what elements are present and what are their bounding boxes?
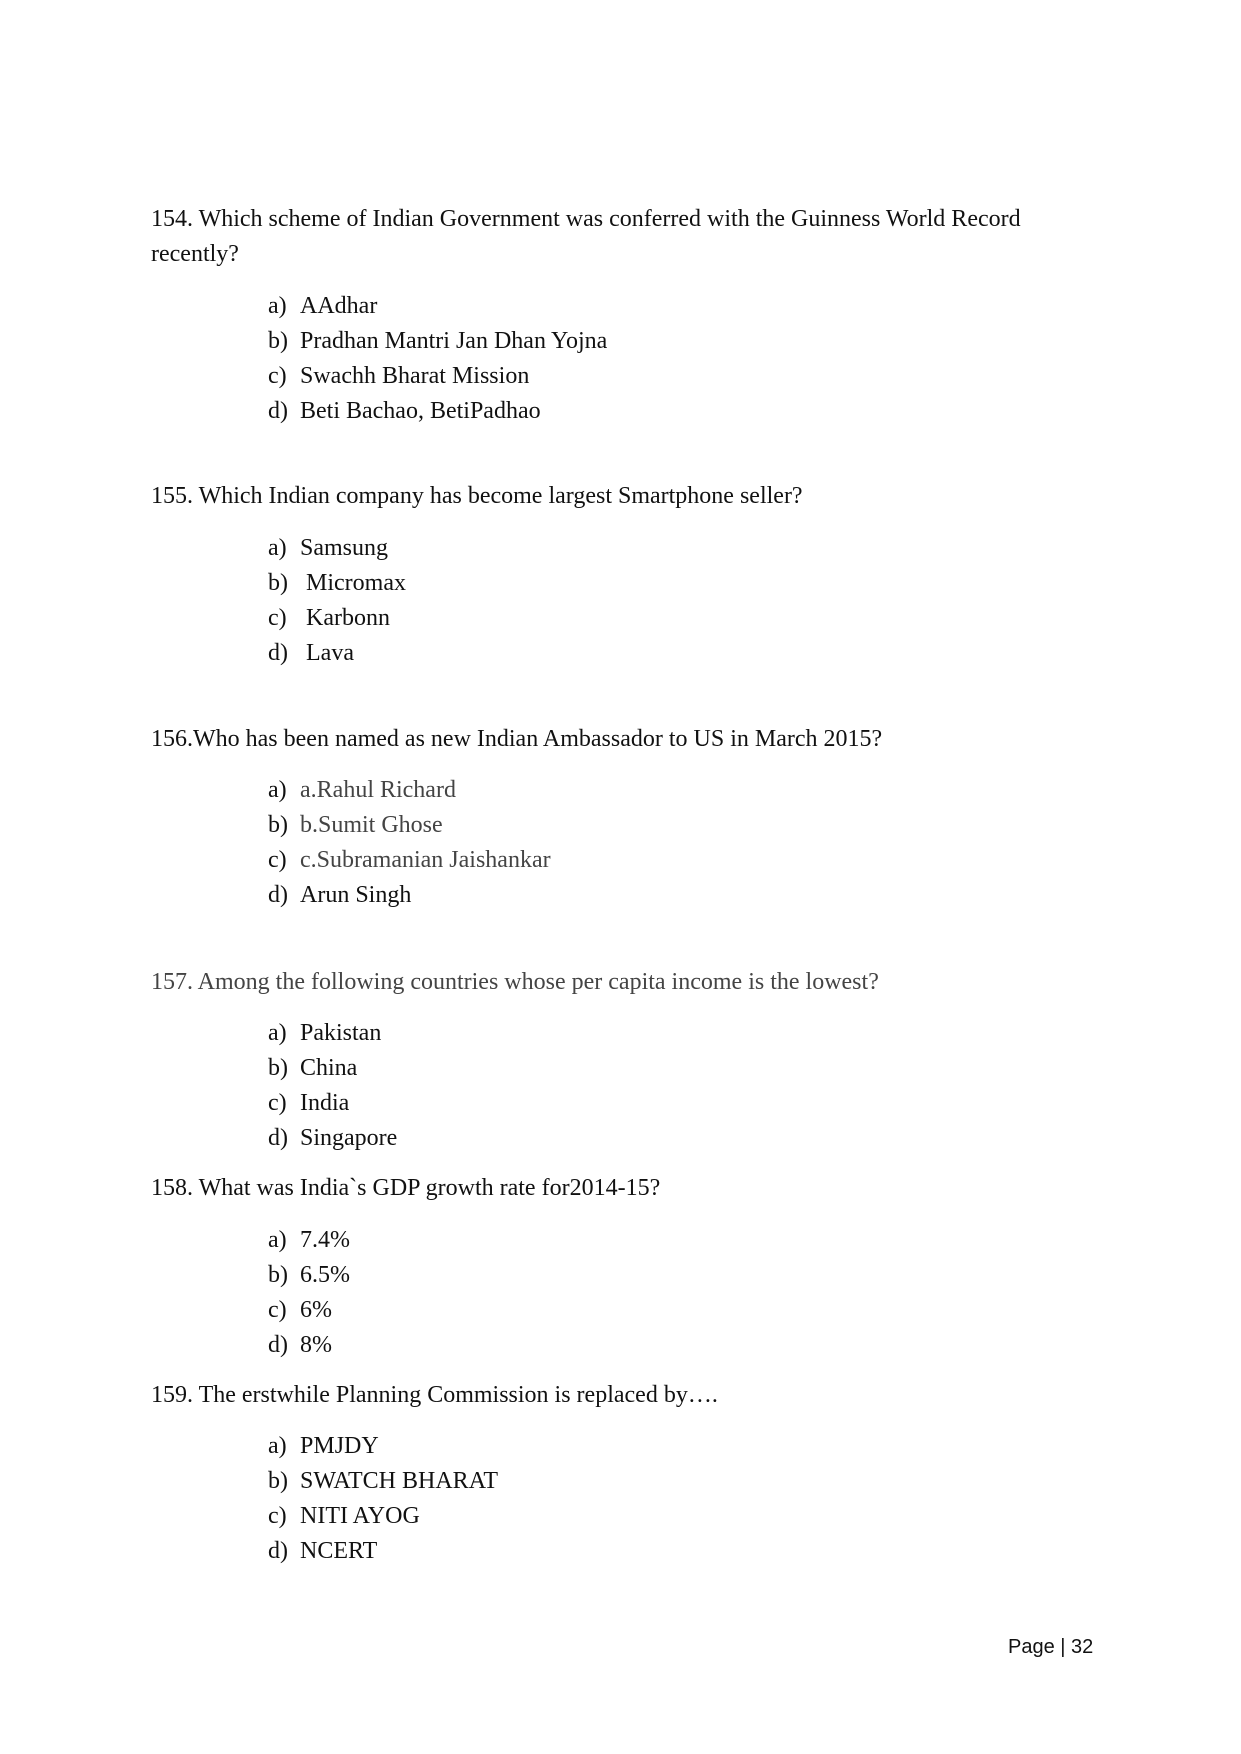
option-a: a) 7.4% xyxy=(268,1227,350,1253)
option-c: c) Karbonn xyxy=(268,605,390,631)
option-c: c) Swachh Bharat Mission xyxy=(268,363,530,389)
option-d: d) Beti Bachao, BetiPadhao xyxy=(268,398,541,424)
option-c: c) India xyxy=(268,1090,350,1116)
option-d: d) Arun Singh xyxy=(268,882,412,908)
option-a: a) AAdhar xyxy=(268,293,378,319)
option-b: b) SWATCH BHARAT xyxy=(268,1468,499,1494)
option-a: a) Samsung xyxy=(268,535,389,561)
question-154: 154. Which scheme of Indian Government was conferred with the Guinness World Record recently? xyxy=(151,206,1021,267)
option-d: d) NCERT xyxy=(268,1538,378,1564)
options-157 xyxy=(268,1016,397,1156)
question-155: 155. Which Indian company has become largest Smartphone seller? xyxy=(151,483,803,509)
option-b: b) Micromax xyxy=(268,570,406,596)
option-b: b) Pradhan Mantri Jan Dhan Yojna xyxy=(268,328,608,354)
option-c: c) NITI AYOG xyxy=(268,1503,420,1529)
question-158: 158. What was India`s GDP growth rate for2014-15? xyxy=(151,1175,661,1201)
option-c: c) 6% xyxy=(268,1297,332,1323)
options-158 xyxy=(268,1223,350,1363)
option-d: d) Lava xyxy=(268,640,354,666)
options-154 xyxy=(268,289,607,429)
option-a: a) a.Rahul Richard xyxy=(268,777,456,803)
option-b: b) 6.5% xyxy=(268,1262,350,1288)
options-156 xyxy=(268,773,551,913)
option-d: d) Singapore xyxy=(268,1125,398,1151)
option-d: d) 8% xyxy=(268,1332,332,1358)
option-c: c) c.Subramanian Jaishankar xyxy=(268,847,551,873)
option-a: a) PMJDY xyxy=(268,1433,379,1459)
options-155 xyxy=(268,531,406,671)
question-157: 157. Among the following countries whose per capita income is the lowest? xyxy=(151,969,879,995)
question-159: 159. The erstwhile Planning Commission is replaced by…. xyxy=(151,1382,718,1408)
option-a: a) Pakistan xyxy=(268,1020,382,1046)
option-b: b) b.Sumit Ghose xyxy=(268,812,443,838)
page-number: Page | 32 xyxy=(1008,1636,1094,1658)
options-159 xyxy=(268,1429,498,1569)
option-b: b) China xyxy=(268,1055,358,1081)
question-156: 156.Who has been named as new Indian Ambassador to US in March 2015? xyxy=(151,726,883,752)
